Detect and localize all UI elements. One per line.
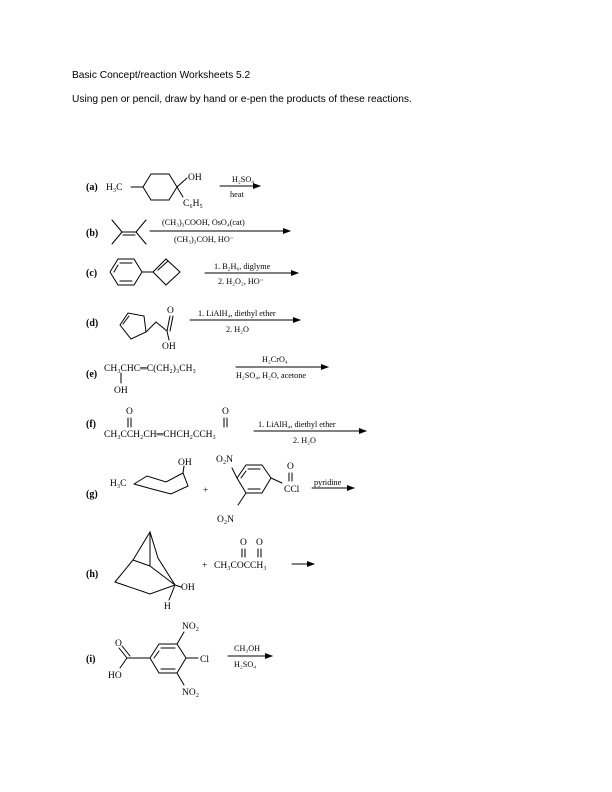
reaction-i-catalyst: H₂SO₄ [234, 660, 257, 669]
reaction-i-nitro1: NO₂ [182, 622, 200, 632]
reaction-e-label: (e) [86, 369, 98, 380]
reaction-g [86, 455, 354, 525]
reaction-a [86, 173, 260, 209]
reaction-i-label: (i) [86, 654, 96, 665]
reaction-d [86, 306, 300, 352]
reaction-a-hydroxyl: OH [188, 173, 202, 183]
reaction-b-label: (b) [86, 228, 99, 239]
reaction-h-anhydride-o2: O [256, 538, 263, 548]
reaction-d-step2: 2. H₂O [226, 325, 249, 334]
reaction-i-nitro2: NO₂ [182, 688, 200, 698]
reaction-h-label: (h) [86, 569, 99, 580]
reaction-b [86, 218, 290, 244]
cyclopentene-ring [120, 313, 146, 339]
bicycloheptane-frame [115, 532, 175, 594]
reaction-f-carbonyl-o1: O [126, 407, 133, 417]
reaction-a-reagent: H₂SO₄ [232, 175, 255, 184]
reaction-e-hydroxyl: OH [114, 386, 128, 396]
reaction-h-hydroxyl: OH [181, 583, 195, 593]
reaction-h-hydrogen: H [164, 602, 171, 612]
reaction-a-methyl: H₃C [106, 183, 123, 193]
reaction-f [86, 407, 366, 445]
reaction-a-label: (a) [86, 182, 98, 193]
reaction-h-anhydride-o1: O [240, 538, 247, 548]
worksheet-title: Basic Concept/reaction Worksheets 5.2 [72, 70, 251, 81]
reaction-g-plus: + [203, 486, 209, 496]
reaction-g-acyl-o: O [287, 462, 294, 472]
reaction-b-solvent: (CH₃)₃COH, HO⁻ [174, 235, 235, 244]
reaction-g-nitro1: O₂N [216, 455, 234, 465]
reaction-i-carboxyl-oh: HO [108, 671, 122, 681]
reaction-g-acyl-chloride: CCl [284, 485, 300, 495]
reaction-g-methyl: H₃C [110, 479, 127, 489]
reaction-d-hydroxyl: OH [162, 342, 176, 352]
reaction-c-label: (c) [86, 268, 98, 279]
reaction-i-carboxyl-o: O [115, 639, 122, 649]
instructions-text: Using pen or pencil, draw by hand or e-pen the products of these reactions. [72, 94, 412, 105]
reaction-f-chain: CH₃CCH₂CH═CHCH₂CCH₃ [104, 430, 216, 440]
reaction-i [86, 622, 272, 698]
reaction-c [86, 259, 298, 286]
reaction-i-reagent: CH₃OH [234, 644, 261, 653]
reaction-d-step1: 1. LiAlH₄, diethyl ether [198, 309, 276, 318]
reaction-f-label: (f) [86, 419, 96, 430]
reaction-g-nitro2: O₂N [217, 515, 235, 525]
reaction-g-reagent: pyridine [314, 478, 342, 487]
reaction-i-chloro: Cl [200, 655, 209, 665]
reaction-a-phenyl: C₆H₅ [183, 199, 203, 209]
reaction-d-label: (d) [86, 318, 99, 329]
reaction-f-step1: 1. LiAlH₄, diethyl ether [258, 420, 336, 429]
reaction-d-carbonyl-o: O [167, 306, 174, 316]
reaction-g-label: (g) [86, 489, 98, 500]
reaction-c-step2: 2. H₂O₂, HO⁻ [218, 277, 264, 286]
reaction-f-step2: 2. H₂O [293, 436, 316, 445]
reaction-e-alkyne-chain: CH₃CHC═C(CH₂)₃CH₃ [104, 364, 196, 374]
reaction-h-plus: + [202, 561, 208, 571]
cyclohexane-ring [143, 174, 177, 200]
reaction-g-hydroxyl: OH [178, 458, 192, 468]
reaction-e [86, 355, 328, 396]
reaction-h [86, 532, 314, 612]
reaction-f-carbonyl-o2: O [222, 407, 229, 417]
reaction-b-reagent: (CH₃)₃COOH, OsO₄(cat) [162, 218, 245, 227]
chair-cyclohexane [134, 473, 188, 494]
reaction-a-condition: heat [230, 190, 244, 199]
reaction-h-anhydride: CH₃COCCH₃ [214, 561, 267, 571]
reaction-c-step1: 1. B₂H₆, diglyme [214, 262, 271, 271]
reaction-e-solvent: H₂SO₄, H₂O, acetone [236, 371, 306, 380]
reaction-e-reagent: H₂CrO₄ [262, 355, 288, 364]
